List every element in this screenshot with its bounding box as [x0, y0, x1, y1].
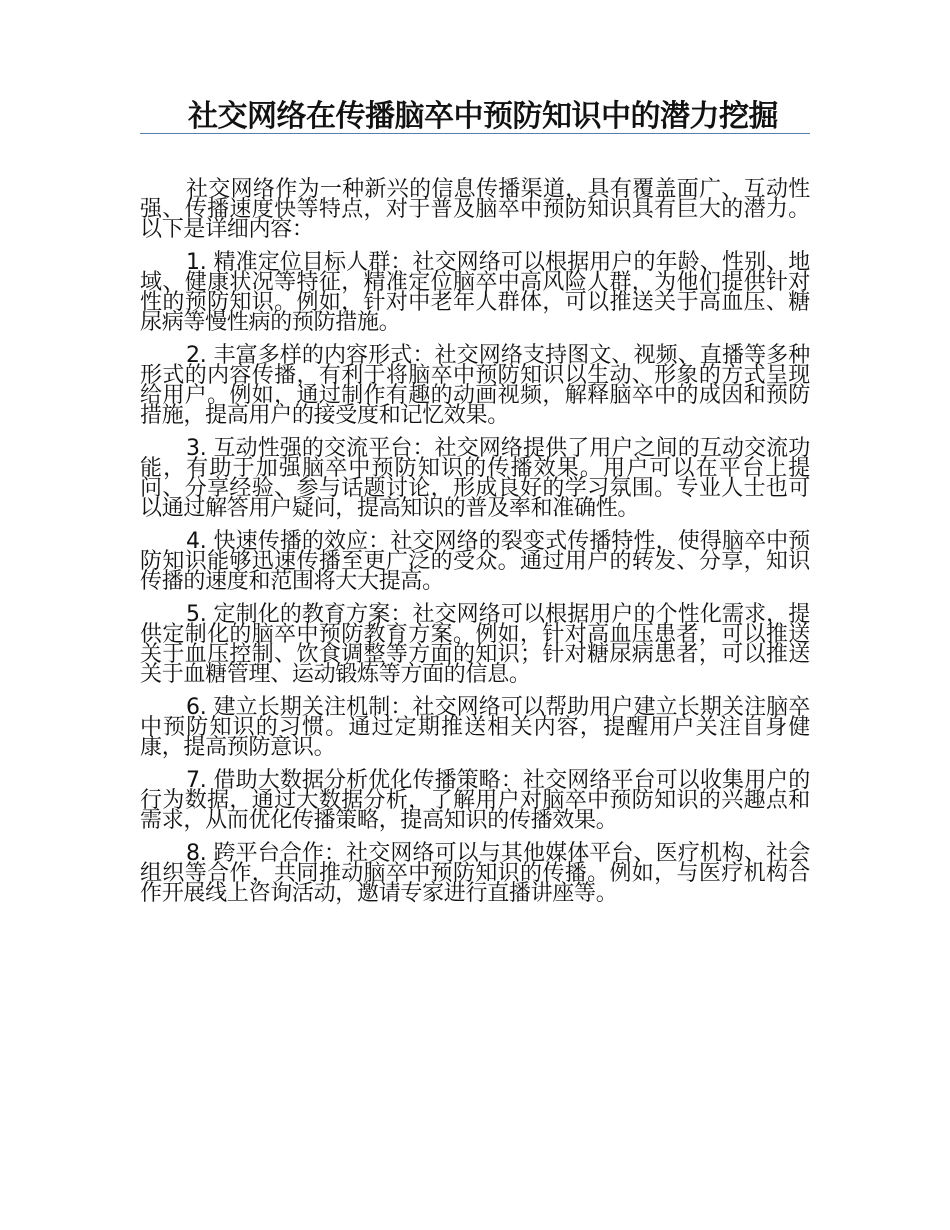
point-4-paragraph: 4. 快速传播的效应：社交网络的裂变式传播特性，使得脑卒中预防知识能够迅速传播至更广泛的受众。通过用户的转发、分享，知识传播的速度和范围将大大提高。	[140, 529, 810, 594]
title-block	[140, 99, 810, 134]
point-7-paragraph: 7. 借助大数据分析优化传播策略：社交网络平台可以收集用户的行为数据，通过大数据分析，了解用户对脑卒中预防知识的兴趣点和需求，从而优化传播策略，提高知识的传播效果。	[140, 768, 810, 833]
point-3-paragraph: 3. 互动性强的交流平台：社交网络提供了用户之间的互动交流功能，有助于加强脑卒中预防知识的传播效果。用户可以在平台上提问、分享经验、参与话题讨论，形成良好的学习氛围。专业人士也可以通过解答用户疑问，提高知识的普及率和准确性。	[140, 436, 810, 521]
intro-paragraph: 社交网络作为一种新兴的信息传播渠道，具有覆盖面广、互动性强、传播速度快等特点，对于普及脑卒中预防知识具有巨大的潜力。以下是详细内容：	[140, 177, 810, 242]
point-1-paragraph: 1. 精准定位目标人群：社交网络可以根据用户的年龄、性别、地域、健康状况等特征，精准定位脑卒中高风险人群，为他们提供针对性的预防知识。例如，针对中老年人群体，可以推送关于高血压、糖尿病等慢性病的预防措施。	[140, 250, 810, 335]
document-body	[140, 177, 810, 917]
point-6-paragraph: 6. 建立长期关注机制：社交网络可以帮助用户建立长期关注脑卒中预防知识的习惯。通过定期推送相关内容，提醒用户关注自身健康，提高预防意识。	[140, 695, 810, 760]
point-2-paragraph: 2. 丰富多样的内容形式：社交网络支持图文、视频、直播等多种形式的内容传播，有利于将脑卒中预防知识以生动、形象的方式呈现给用户。例如，通过制作有趣的动画视频，解释脑卒中的成因和预防措施，提高用户的接受度和记忆效果。	[140, 343, 810, 428]
point-8-paragraph: 8. 跨平台合作：社交网络可以与其他媒体平台、医疗机构、社会组织等合作，共同推动脑卒中预防知识的传播。例如，与医疗机构合作开展线上咨询活动，邀请专家进行直播讲座等。	[140, 841, 810, 906]
point-5-paragraph: 5. 定制化的教育方案：社交网络可以根据用户的个性化需求，提供定制化的脑卒中预防教育方案。例如，针对高血压患者，可以推送关于血压控制、饮食调整等方面的知识；针对糖尿病患者，可以推送关于血糖管理、运动锻炼等方面的信息。	[140, 602, 810, 687]
page-title: 社交网络在传播脑卒中预防知识中的潜力挖掘	[188, 99, 778, 134]
